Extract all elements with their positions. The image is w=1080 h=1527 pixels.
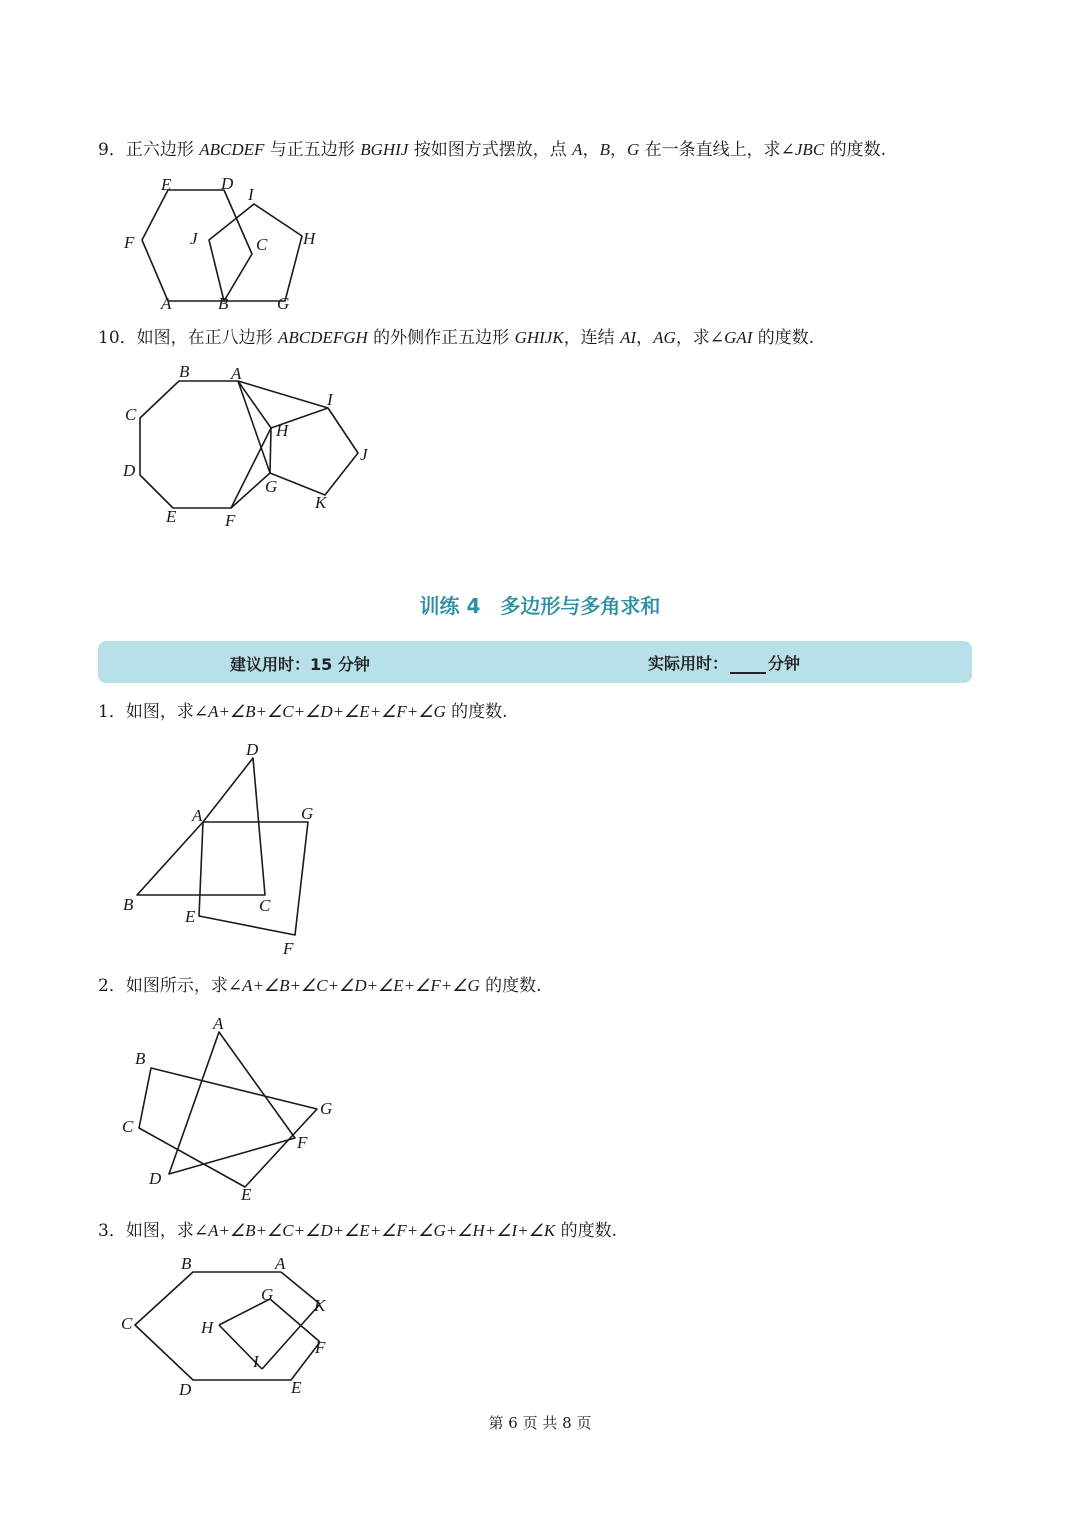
problem-2 [98,974,542,998]
vertex-label: F [297,1133,308,1152]
math-var: ABCDEF [199,140,265,159]
vertex-label: A [275,1254,286,1273]
question-number: 1． [98,702,126,722]
segment-KI [262,1304,320,1369]
question-text: ， [636,328,654,348]
vertex-label: B [181,1254,192,1273]
vertex-label: E [185,907,196,926]
vertex-label: B [179,362,190,381]
vertex-label: C [125,405,137,424]
figure-9-hexagon-pentagon [110,170,340,315]
math-expression: A+∠B+∠C+∠D+∠E+∠F+∠G+∠H+∠I+∠K [208,1221,556,1240]
vertex-label: G [277,294,290,313]
math-var: BGHIJ [360,140,409,159]
vertex-label: B [135,1049,146,1068]
vertex-label: H [303,229,316,248]
segment-GF [270,1299,320,1342]
vertex-label: A [213,1014,224,1033]
vertex-label: F [225,511,236,530]
question-text: 的度数. [479,976,542,996]
section-title: 训练 4 多边形与多角求和 [419,594,661,618]
question-text: 正六边形 [125,140,200,160]
vertex-label: A [192,806,203,825]
vertex-label: K [314,1296,326,1315]
vertex-label: C [121,1314,133,1333]
vertex-label: A [161,294,172,313]
question-text: ，连结 [563,328,621,348]
vertex-label: E [241,1185,252,1202]
question-text: ， [609,140,627,160]
math-var: JBC [794,140,825,159]
vertex-label: G [301,804,314,823]
vertex-label: I [253,1352,259,1371]
question-number: 3． [98,1221,126,1241]
quadrilateral-BGEC [139,1068,317,1187]
math-expression: A+∠B+∠C+∠D+∠E+∠F+∠G [242,976,480,995]
vertex-label: E [291,1378,302,1397]
question-text: 的度数. [445,702,508,722]
question-text: 与正五边形 [264,140,361,160]
figure-p1-star-shape [115,738,325,958]
vertex-label: G [320,1099,333,1118]
question-text: 的度数. [555,1221,618,1241]
vertex-label: F [124,233,135,252]
actual-time-blank[interactable] [730,656,766,674]
math-var: GAI [724,328,753,347]
suggested-time: 建议用时：15 分钟 [230,655,370,674]
vertex-label: A [231,364,242,383]
problem-3 [98,1219,617,1243]
question-text: 如图，在正八边形 [136,328,279,348]
vertex-label: D [179,1380,192,1399]
question-text: 的度数. [824,140,886,160]
vertex-label: J [190,229,198,248]
vertex-label: B [218,294,229,313]
vertex-label: F [315,1338,326,1357]
figure-10-octagon-pentagon [115,360,390,530]
actual-time [648,651,800,674]
problem-1 [98,700,508,724]
question-text: 如图，求∠ [125,1221,209,1241]
vertex-label: D [221,174,234,193]
vertex-label: H [276,421,289,440]
question-text: 如图，求∠ [125,702,209,722]
segment-AG [238,381,270,473]
question-text: 的度数. [752,328,815,348]
figure-p3-hexagon-shape [115,1252,345,1402]
segment-AI [238,381,328,408]
math-var: B [599,140,610,159]
vertex-label: D [123,461,136,480]
vertex-label: D [149,1169,162,1188]
vertex-label: D [246,740,259,759]
vertex-label: K [315,493,327,512]
math-var: ABCDEFGH [278,328,368,347]
time-bar [98,641,972,683]
vertex-label: E [161,175,172,194]
actual-time-unit: 分钟 [768,654,801,673]
page-footer: 第 6 页 共 8 页 [488,1414,592,1432]
hexagon-open-shape [135,1272,320,1380]
question-9 [98,138,886,162]
quadrilateral-AEFG [199,822,308,935]
question-number: 2． [98,976,126,996]
question-text: 的外侧作正五边形 [367,328,515,348]
vertex-label: B [123,895,134,914]
vertex-label: J [360,445,368,464]
vertex-label: C [256,235,268,254]
question-10 [98,326,814,350]
question-number: 10． [98,328,137,348]
vertex-label: G [261,1285,274,1304]
question-text: ，求∠ [675,328,725,348]
vertex-label: H [201,1318,214,1337]
question-text: ， [582,140,600,160]
vertex-label: C [122,1117,134,1136]
question-text: 如图所示，求∠ [125,976,243,996]
vertex-label: C [259,896,271,915]
math-var: GHIJK [514,328,564,347]
math-var: A [572,140,583,159]
question-text: 在一条直线上，求∠ [639,140,795,160]
math-expression: A+∠B+∠C+∠D+∠E+∠F+∠G [208,702,446,721]
vertex-label: I [248,185,254,204]
question-number: 9． [98,140,126,160]
math-var: AI [620,328,637,347]
question-text: 按如图方式摆放，点 [408,140,573,160]
figure-p2-star-shape [115,1012,345,1202]
math-var: AG [653,328,676,347]
vertex-label: G [265,477,278,496]
vertex-label: F [283,939,294,958]
vertex-label: E [166,507,177,526]
math-var: G [626,140,640,159]
actual-time-label: 实际用时： [648,654,729,673]
vertex-label: I [327,390,333,409]
